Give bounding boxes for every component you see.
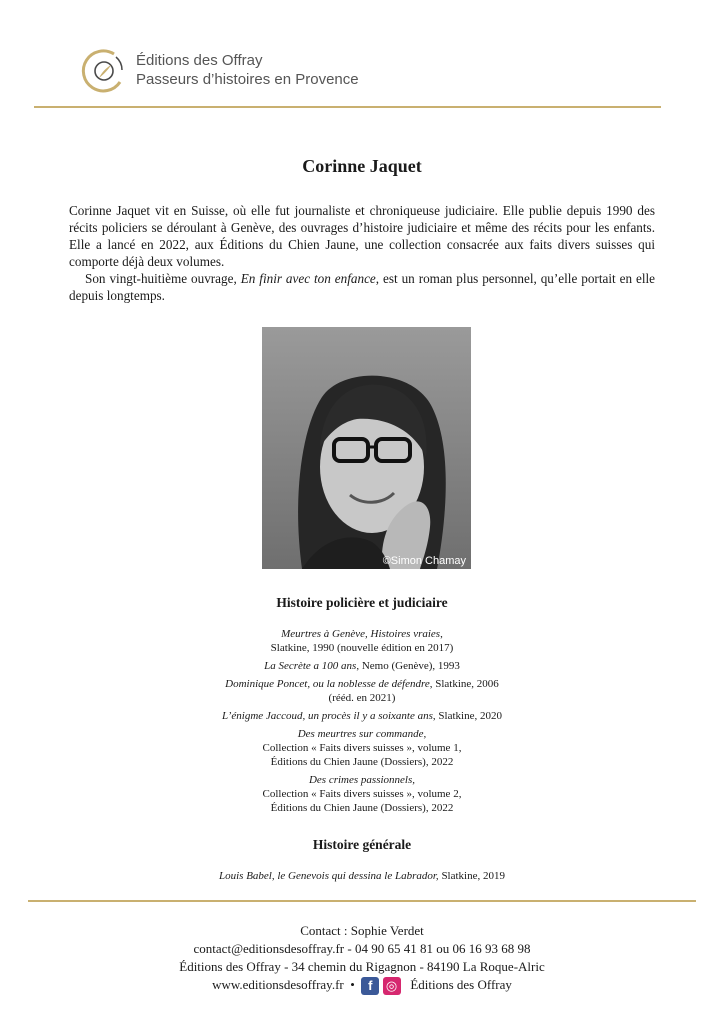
book-5-line3: Éditions du Chien Jaune (Dossiers), 2022 xyxy=(270,756,454,768)
book-6-line3: Éditions du Chien Jaune (Dossiers), 2022 xyxy=(270,802,454,814)
publisher-brand xyxy=(136,51,359,89)
book-6-line2: Collection « Faits divers suisses », volume 2, xyxy=(262,788,462,800)
publisher-name: Éditions des Offray xyxy=(136,52,263,69)
section-crime-title: Histoire policière et judiciaire xyxy=(276,595,448,610)
bio-p2-after: , est un roman plus personnel, qu’elle portait en elle depuis longtemps. xyxy=(69,271,655,303)
contact-address: Éditions des Offray - 34 chemin du Rigagnon - 84190 La Roque-Alric xyxy=(179,959,545,974)
book-2 xyxy=(0,659,724,673)
instagram-icon[interactable]: ◎ xyxy=(383,977,401,995)
page-title: Corinne Jaquet xyxy=(302,156,422,176)
section-general-title: Histoire générale xyxy=(312,837,412,852)
bullet-separator: • xyxy=(350,977,355,992)
bio-paragraph-1: Corinne Jaquet vit en Suisse, où elle fut journaliste et chroniqueuse judiciaire. Elle publie depuis 1990 des récits policiers se déroulant à Genève, des ouvrages d’histoire judiciaire et même des récits pour les enfants. Elle a lancé en 2022, aux Éditions du Chien Jaune, une collection consacrée aux faits divers suisses qui comporte déjà deux volumes. xyxy=(69,203,655,269)
contact-block xyxy=(0,922,724,995)
book-4-title: L’énigme Jaccoud, un procès il y a soixante ans xyxy=(222,710,433,722)
book-2-title: La Secrète a 100 ans xyxy=(264,660,357,672)
contact-email-phone[interactable]: contact@editionsdesoffray.fr - 04 90 65 41 81 ou 06 16 93 68 98 xyxy=(193,941,531,956)
book-5 xyxy=(0,727,724,769)
book-1-sep: , xyxy=(440,628,443,640)
book-3-line2: (rééd. en 2021) xyxy=(328,692,396,704)
book-2-pub: , Nemo (Genève), 1993 xyxy=(356,660,460,672)
book-5-title: Des meurtres sur commande, xyxy=(297,728,427,740)
book-6-title: Des crimes passionnels, xyxy=(308,774,416,786)
website-link[interactable]: www.editionsdesoffray.fr xyxy=(212,977,344,992)
book-3-title: Dominique Poncet, ou la noblesse de défendre xyxy=(225,678,430,690)
photo-credit: ©Simon Chamay xyxy=(382,555,466,567)
general-book-1-title: Louis Babel, le Genevois qui dessina le Labrador, xyxy=(219,870,439,882)
book-3-pub: , Slatkine, 2006 xyxy=(429,678,499,690)
bio-p2-before: Son vingt-huitième ouvrage, xyxy=(85,271,241,286)
bibliography-list xyxy=(0,627,724,815)
book-1-line2: Slatkine, 1990 (nouvelle édition en 2017) xyxy=(270,642,454,654)
contact-name: Contact : Sophie Verdet xyxy=(300,923,424,938)
author-bio xyxy=(69,202,655,304)
book-4-pub: , Slatkine, 2020 xyxy=(432,710,502,722)
book-1 xyxy=(0,627,724,655)
author-photo xyxy=(262,327,471,569)
contact-web-social xyxy=(0,976,724,995)
author-portrait-image xyxy=(262,327,471,569)
general-book-1 xyxy=(0,869,724,883)
facebook-icon[interactable]: f xyxy=(361,977,379,995)
general-bibliography xyxy=(0,869,724,883)
bio-p2-book-title: En finir avec ton enfance xyxy=(240,271,376,286)
header-divider xyxy=(34,106,661,108)
general-book-1-pub: Slatkine, 2019 xyxy=(438,870,505,882)
book-5-line2: Collection « Faits divers suisses », volume 1, xyxy=(262,742,462,754)
book-6 xyxy=(0,773,724,815)
bio-paragraph-2 xyxy=(69,270,655,304)
footer-divider xyxy=(28,900,696,902)
book-3 xyxy=(0,677,724,705)
social-account-name[interactable]: Éditions des Offray xyxy=(410,977,512,992)
publisher-tagline: Passeurs d’histoires en Provence xyxy=(136,71,359,88)
publisher-logo-icon xyxy=(80,48,128,96)
book-4 xyxy=(0,709,724,723)
book-1-title: Meurtres à Genève, Histoires vraies xyxy=(281,628,441,640)
